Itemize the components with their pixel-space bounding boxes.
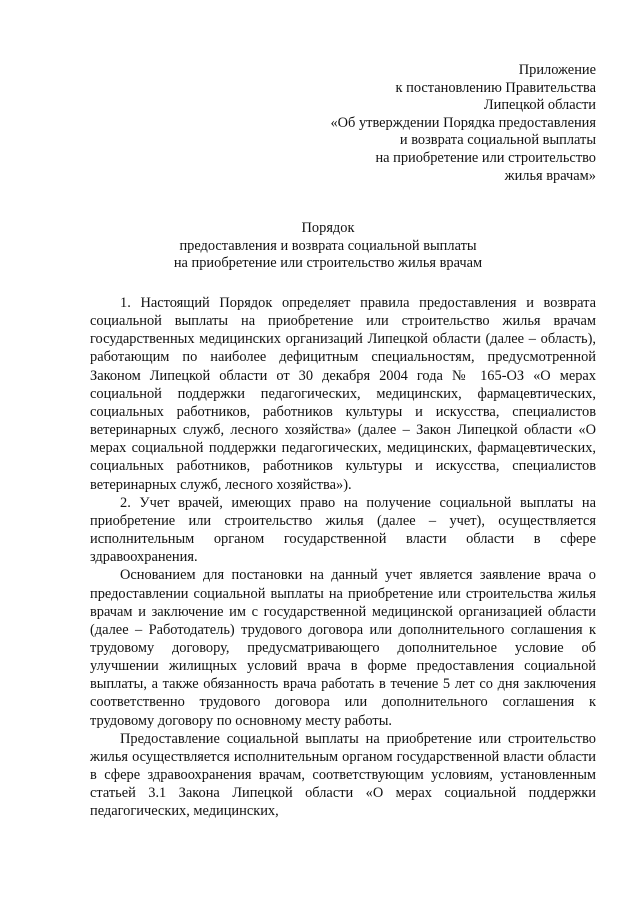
appendix-line: жилья врачам» [504,167,596,184]
paragraph-3: Основанием для постановки на данный учет является заявление врача о предоставлении социальной выплаты на приобретение или строительства жилья врачам и заключение им с государственной медицинской организацией области (далее – Работодатель) трудового договора или дополнительного соглашения к трудовому договору, предусматривающего дополнительное условие об улучшении жилищных условий врача в форме предоставления социальной выплаты, а также обязанность врача работать в течение 5 лет со дня заключения соответственно трудового договора или дополнительного соглашения к трудовому договору по основному месту работы. [90,567,596,729]
appendix-line: на приобретение или строительство [375,149,596,166]
appendix-line: Приложение [518,62,596,78]
paragraph-1: 1. Настоящий Порядок определяет правила предоставления и возврата социальной выплаты на приобретение или строительство жилья врачам государственных медицинских организаций Липецкой области (далее – область), работающим по наиболее дефицитным специальностям, предусмотренной Законом Липецкой области от 30 декабря 2004 года № 165-ОЗ «О мерах социальной поддержки педагогических, медицинских, фармацевтических, социальных работников, работников культуры и искусства, специалистов ветеринарных служб, лесного хозяйства» (далее – Закон Липецкой области «О мерах социальной поддержки педагогических, медицинских, фармацевтических, социальных работников, работников культуры и искусства, специалистов ветеринарных служб, лесного хозяйства»). [90,295,596,493]
appendix-line: и возврата социальной выплаты [399,132,596,149]
appendix-line: Липецкой области [483,97,596,114]
appendix-line: к постановлению Правительства [395,79,596,96]
appendix-block [266,62,596,185]
paragraph-4: Предоставление социальной выплаты на приобретение или строительство жилья осуществляется исполнительным органом государственной власти области в сфере здравоохранения врачам, соответствующим условиям, установленным статьей 3.1 Закона Липецкой области «О мерах социальной поддержки педагогических, медицинских, [90,730,596,820]
document-subtitle-line: на приобретение или строительство жилья врачам [173,255,483,272]
appendix-line: «Об утверждении Порядка предоставления [330,114,596,131]
paragraph-2: 2. Учет врачей, имеющих право на получение социальной выплаты на приобретение или строительство жилья (далее – учет), осуществляется исполнительным органом государственной власти области в сфере здравоохранения. [90,494,596,566]
document-heading [60,220,596,273]
document-title: Порядок [301,220,355,236]
document-body [90,294,596,821]
document-subtitle-line: предоставления и возврата социальной выплаты [179,237,477,254]
